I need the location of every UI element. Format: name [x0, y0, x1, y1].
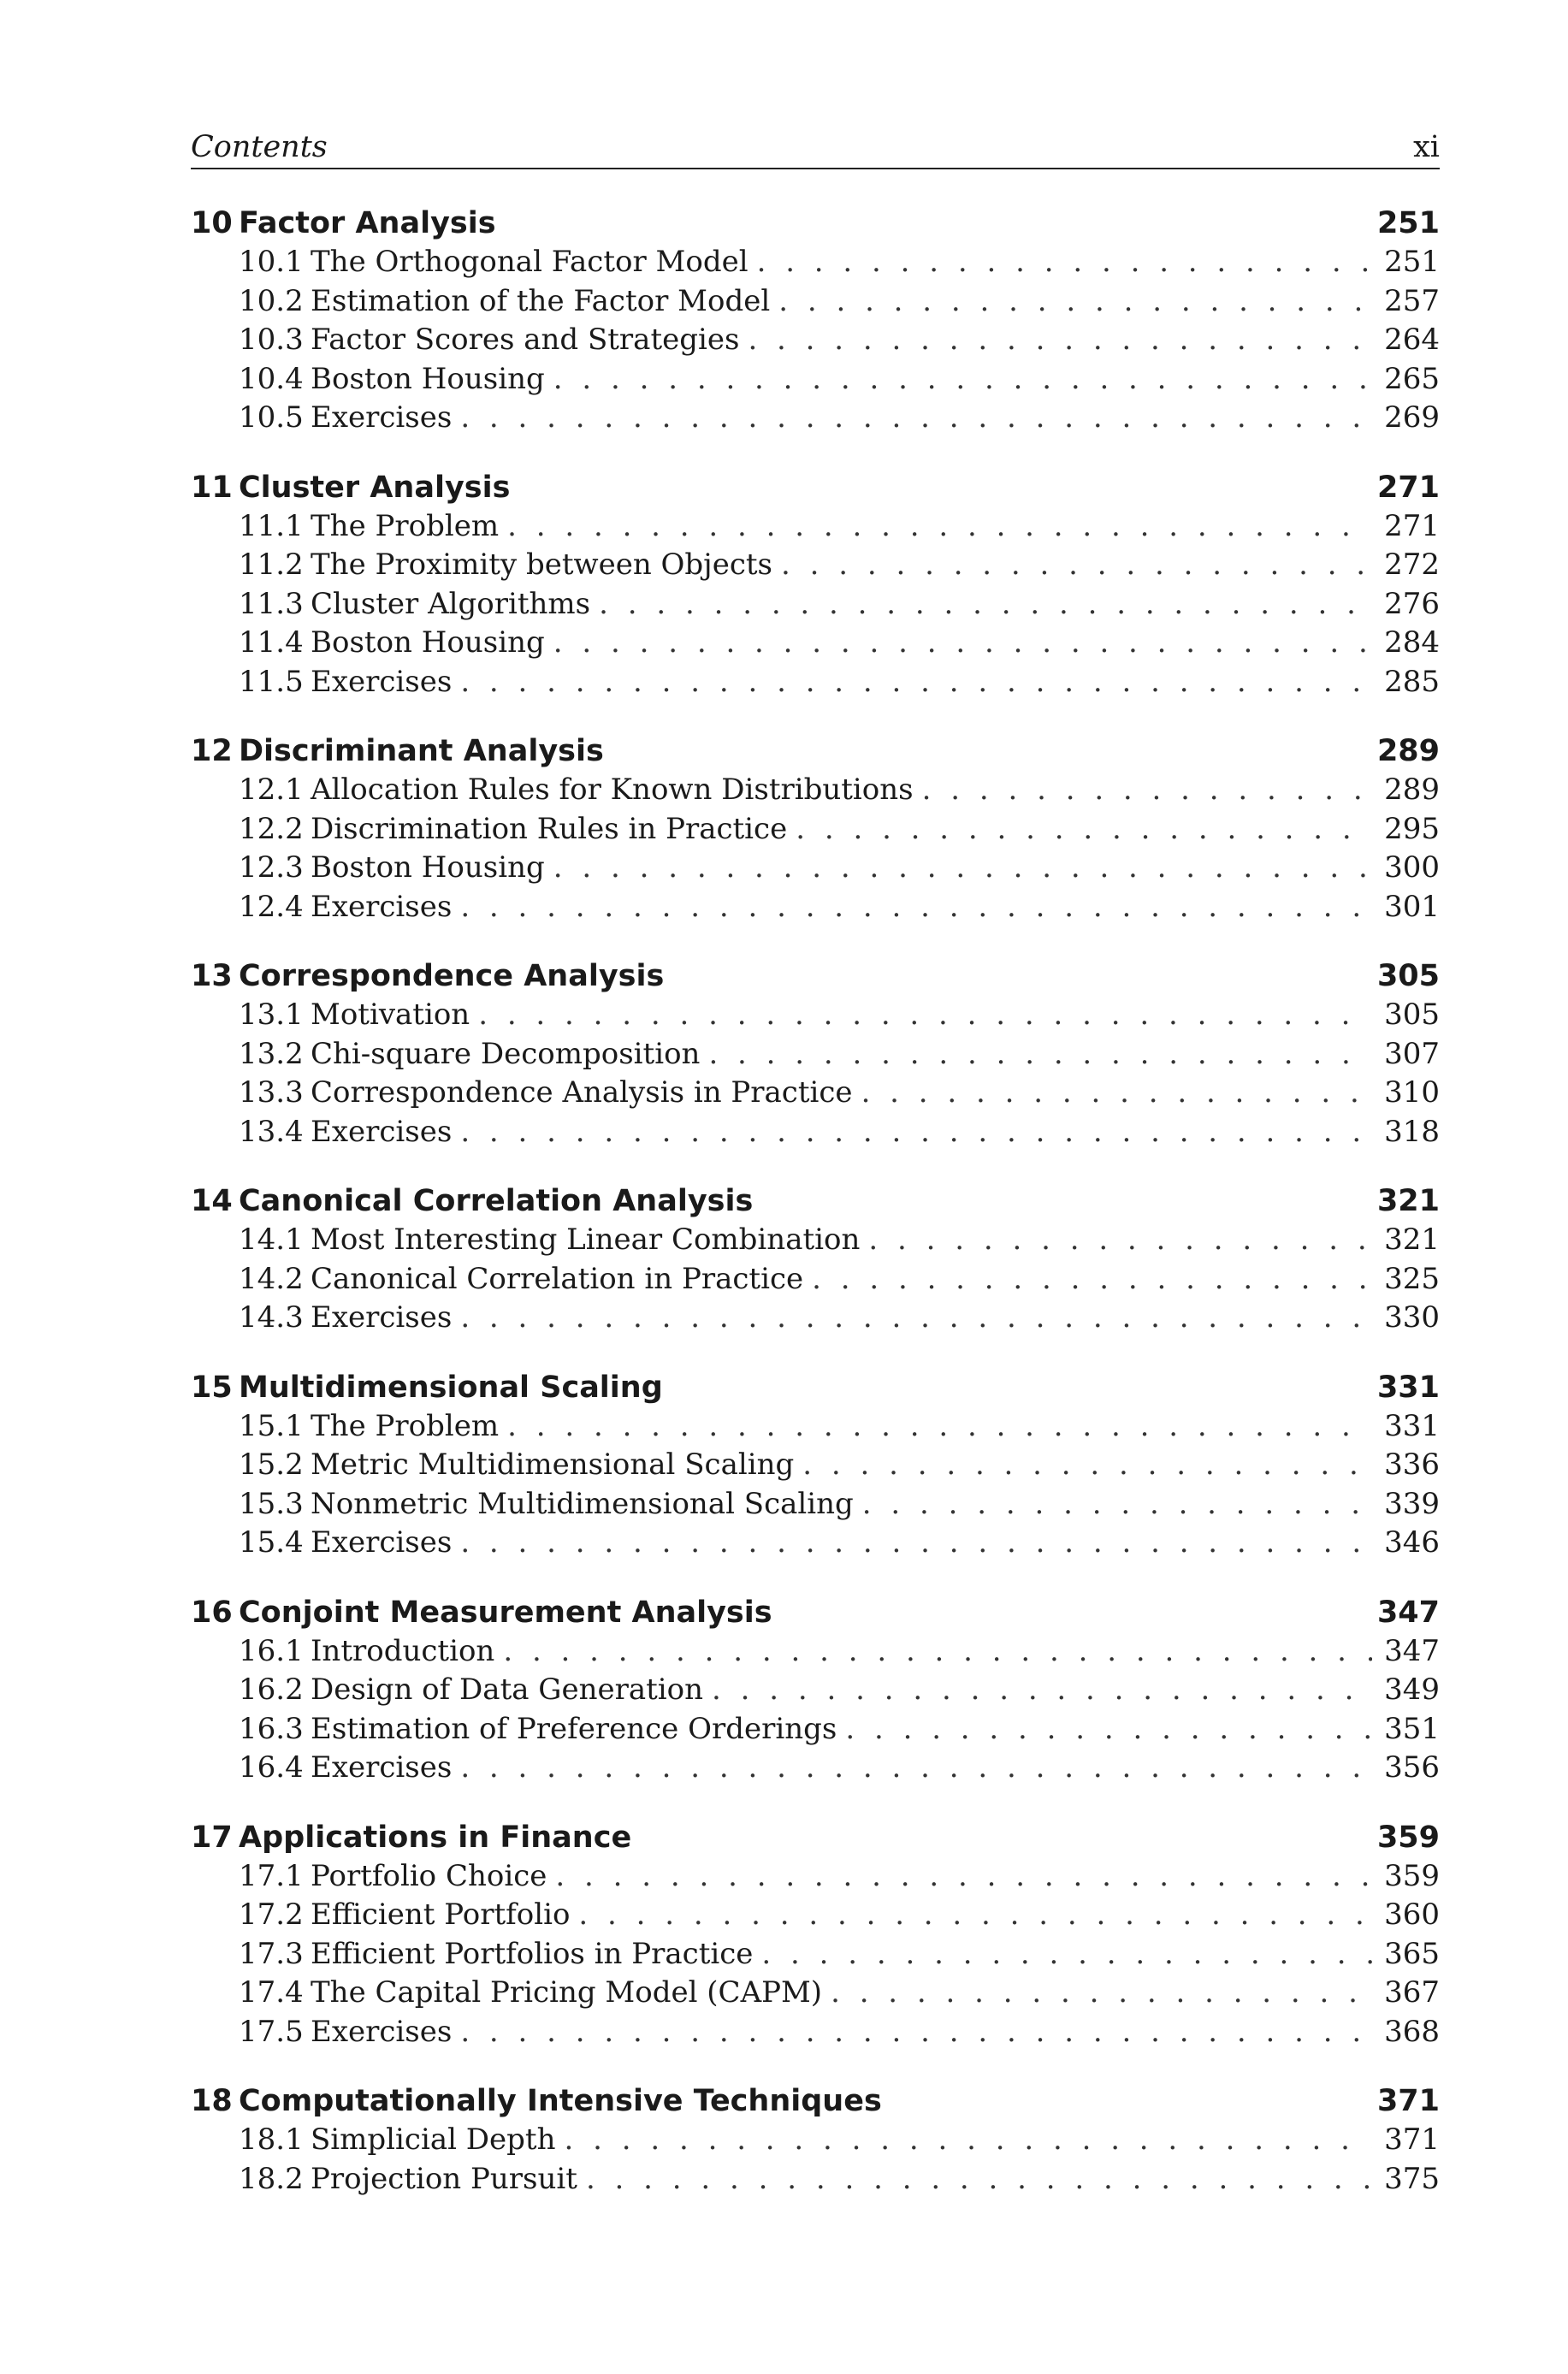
- dot-leader: [761, 1935, 1372, 1974]
- section-title: Exercises: [311, 1300, 453, 1335]
- section-title: Canonical Correlation in Practice: [311, 1261, 804, 1296]
- section-page-number: 285: [1384, 664, 1440, 699]
- dot-leader: [460, 1524, 1372, 1563]
- chapter-page-number: 251: [1376, 206, 1440, 240]
- section-title: The Capital Pricing Model (CAPM): [311, 1975, 823, 2010]
- section-number: 11.1: [239, 508, 304, 543]
- section-title: The Orthogonal Factor Model: [311, 245, 748, 279]
- dot-leader: [802, 1446, 1372, 1485]
- chapter-heading: [191, 1181, 753, 1221]
- toc-chapter: [191, 1181, 1440, 1338]
- dot-leader: [862, 1485, 1372, 1524]
- section-title: Exercises: [311, 2014, 453, 2049]
- toc-chapter-entry[interactable]: [191, 1593, 1440, 1632]
- section-page-number: 331: [1384, 1408, 1440, 1443]
- toc-section-entry[interactable]: [191, 2121, 1440, 2160]
- dot-leader: [460, 1299, 1372, 1338]
- section-number: 12.1: [239, 773, 304, 807]
- chapter-heading: [191, 1368, 663, 1407]
- toc-section-entry[interactable]: [191, 546, 1440, 585]
- section-page-number: 359: [1384, 1858, 1440, 1893]
- section-page-number: 310: [1384, 1075, 1440, 1110]
- dot-leader: [812, 1260, 1372, 1299]
- toc-section-entry[interactable]: [191, 2013, 1440, 2052]
- toc-section-entry[interactable]: [191, 624, 1440, 663]
- section-title: Introduction: [311, 1633, 495, 1668]
- section-page-number: 360: [1384, 1897, 1440, 1932]
- section-title: Motivation: [311, 998, 470, 1032]
- section-title: Metric Multidimensional Scaling: [311, 1447, 795, 1482]
- section-title: The Problem: [311, 1408, 500, 1443]
- chapter-heading: [191, 731, 604, 771]
- dot-leader: [565, 2121, 1373, 2160]
- section-number: 10.3: [239, 323, 304, 357]
- toc-chapter-entry[interactable]: [191, 956, 1440, 996]
- dot-leader: [778, 282, 1372, 322]
- chapter-number: 14: [191, 1184, 233, 1218]
- section-title: Most Interesting Linear Combination: [311, 1223, 861, 1257]
- chapter-page-number: 305: [1376, 959, 1440, 993]
- toc-chapter: [191, 204, 1440, 438]
- section-number: 12.4: [239, 889, 304, 924]
- dot-leader: [922, 771, 1372, 810]
- toc-chapter: [191, 1818, 1440, 2052]
- section-title: Portfolio Choice: [311, 1858, 547, 1893]
- section-page-number: 318: [1384, 1114, 1440, 1149]
- toc-section-entry[interactable]: [191, 321, 1440, 360]
- dot-leader: [831, 1974, 1372, 2013]
- toc-chapter: [191, 2081, 1440, 2199]
- section-number: 16.2: [239, 1672, 304, 1707]
- chapter-page-number: 347: [1376, 1595, 1440, 1630]
- section-number: 10.2: [239, 283, 304, 318]
- toc-section-entry[interactable]: [191, 1035, 1440, 1075]
- section-number: 17.1: [239, 1858, 304, 1893]
- dot-leader: [578, 1896, 1372, 1935]
- toc-section-entry[interactable]: [191, 1446, 1440, 1485]
- section-title: Exercises: [311, 889, 453, 924]
- toc-section-entry[interactable]: [191, 399, 1440, 438]
- dot-leader: [553, 360, 1372, 400]
- section-page-number: 264: [1384, 323, 1440, 357]
- toc-section-entry[interactable]: [191, 1485, 1440, 1524]
- dot-leader: [586, 2160, 1372, 2199]
- chapter-number: 12: [191, 734, 233, 768]
- section-page-number: 301: [1384, 889, 1440, 924]
- section-number: 16.4: [239, 1750, 304, 1785]
- dot-leader: [553, 624, 1372, 663]
- section-title: Boston Housing: [311, 625, 545, 660]
- toc-section-entry[interactable]: [191, 243, 1440, 282]
- chapter-page-number: 321: [1376, 1184, 1440, 1218]
- section-page-number: 269: [1384, 400, 1440, 435]
- section-title: Exercises: [311, 400, 453, 435]
- chapter-heading: [191, 468, 510, 507]
- toc-section-entry[interactable]: [191, 1074, 1440, 1113]
- section-page-number: 251: [1384, 245, 1440, 279]
- section-title: Exercises: [311, 1114, 453, 1149]
- section-page-number: 365: [1384, 1936, 1440, 1971]
- toc-section-entry[interactable]: [191, 888, 1440, 927]
- page-number: xi: [1413, 130, 1440, 164]
- chapter-number: 17: [191, 1820, 233, 1855]
- dot-leader: [861, 1074, 1373, 1113]
- section-page-number: 356: [1384, 1750, 1440, 1785]
- section-page-number: 336: [1384, 1447, 1440, 1482]
- toc-section-entry[interactable]: [191, 1749, 1440, 1788]
- toc-section-entry[interactable]: [191, 1857, 1440, 1897]
- section-title: The Problem: [311, 508, 500, 543]
- section-number: 17.4: [239, 1975, 304, 2010]
- chapter-title: Factor Analysis: [239, 206, 496, 240]
- dot-leader: [757, 243, 1373, 282]
- section-title: Design of Data Generation: [311, 1672, 704, 1707]
- chapter-title: Discriminant Analysis: [239, 734, 604, 768]
- dot-leader: [708, 1035, 1372, 1075]
- dot-leader: [845, 1710, 1372, 1749]
- section-title: Exercises: [311, 664, 453, 699]
- section-title: Correspondence Analysis in Practice: [311, 1075, 853, 1110]
- toc-chapter-entry[interactable]: [191, 204, 1440, 243]
- toc-section-entry[interactable]: [191, 1974, 1440, 2013]
- dot-leader: [599, 585, 1372, 625]
- chapter-heading: [191, 2081, 882, 2121]
- section-number: 15.1: [239, 1408, 304, 1443]
- running-header-title: Contents: [191, 130, 328, 164]
- chapter-page-number: 359: [1376, 1820, 1440, 1855]
- dot-leader: [507, 507, 1372, 547]
- section-page-number: 300: [1384, 850, 1440, 885]
- section-number: 17.5: [239, 2014, 304, 2049]
- dot-leader: [712, 1671, 1372, 1710]
- toc-section-entry[interactable]: [191, 585, 1440, 625]
- section-title: The Proximity between Objects: [311, 548, 772, 582]
- toc-chapter-entry[interactable]: [191, 1818, 1440, 1857]
- section-page-number: 351: [1384, 1711, 1440, 1746]
- toc-chapter-entry[interactable]: [191, 2081, 1440, 2121]
- section-number: 16.1: [239, 1633, 304, 1668]
- dot-leader: [460, 2013, 1372, 2052]
- toc-section-entry[interactable]: [191, 810, 1440, 850]
- chapter-heading: [191, 956, 664, 996]
- chapter-page-number: 289: [1376, 734, 1440, 768]
- section-page-number: 276: [1384, 586, 1440, 621]
- toc-section-entry[interactable]: [191, 2160, 1440, 2199]
- section-title: Estimation of Preference Orderings: [311, 1711, 837, 1746]
- section-number: 14.2: [239, 1261, 304, 1296]
- section-title: Efficient Portfolio: [311, 1897, 571, 1932]
- section-page-number: 295: [1384, 811, 1440, 846]
- section-number: 13.1: [239, 998, 304, 1032]
- chapter-heading: [191, 204, 496, 243]
- dot-leader: [460, 888, 1372, 927]
- chapter-title: Canonical Correlation Analysis: [239, 1184, 754, 1218]
- section-page-number: 272: [1384, 548, 1440, 582]
- section-title: Chi-square Decomposition: [311, 1036, 701, 1071]
- section-page-number: 368: [1384, 2014, 1440, 2049]
- section-number: 11.5: [239, 664, 304, 699]
- toc-section-entry[interactable]: [191, 1671, 1440, 1710]
- section-number: 15.4: [239, 1525, 304, 1560]
- toc-chapter-entry[interactable]: [191, 1181, 1440, 1221]
- chapter-number: 18: [191, 2084, 233, 2118]
- toc-chapter-entry[interactable]: [191, 1368, 1440, 1407]
- section-title: Exercises: [311, 1750, 453, 1785]
- chapter-page-number: 271: [1376, 470, 1440, 505]
- section-page-number: 375: [1384, 2161, 1440, 2196]
- section-number: 13.4: [239, 1114, 304, 1149]
- chapter-title: Correspondence Analysis: [239, 959, 665, 993]
- toc-section-entry[interactable]: [191, 507, 1440, 547]
- section-page-number: 349: [1384, 1672, 1440, 1707]
- toc-section-entry[interactable]: [191, 771, 1440, 810]
- chapter-title: Computationally Intensive Techniques: [239, 2084, 882, 2118]
- section-page-number: 305: [1384, 998, 1440, 1032]
- section-page-number: 330: [1384, 1300, 1440, 1335]
- toc-chapter: [191, 1368, 1440, 1563]
- section-number: 15.3: [239, 1486, 304, 1521]
- toc-section-entry[interactable]: [191, 1896, 1440, 1935]
- section-title: Exercises: [311, 1525, 453, 1560]
- toc-chapter-entry[interactable]: [191, 468, 1440, 507]
- chapter-number: 10: [191, 206, 233, 240]
- section-title: Allocation Rules for Known Distributions: [311, 773, 914, 807]
- section-number: 11.2: [239, 548, 304, 582]
- toc-section-entry[interactable]: [191, 1524, 1440, 1563]
- toc-section-entry[interactable]: [191, 1632, 1440, 1672]
- toc-section-entry[interactable]: [191, 1299, 1440, 1338]
- section-page-number: 284: [1384, 625, 1440, 660]
- dot-leader: [503, 1632, 1372, 1672]
- toc-section-entry[interactable]: [191, 360, 1440, 400]
- section-number: 18.2: [239, 2161, 304, 2196]
- dot-leader: [555, 1857, 1372, 1897]
- section-number: 18.1: [239, 2122, 304, 2157]
- section-title: Nonmetric Multidimensional Scaling: [311, 1486, 854, 1521]
- dot-leader: [460, 1113, 1372, 1152]
- section-page-number: 271: [1384, 508, 1440, 543]
- section-page-number: 371: [1384, 2122, 1440, 2157]
- section-title: Cluster Algorithms: [311, 586, 591, 621]
- section-number: 10.5: [239, 400, 304, 435]
- section-title: Factor Scores and Strategies: [311, 323, 740, 357]
- section-title: Discrimination Rules in Practice: [311, 811, 788, 846]
- toc-chapter: [191, 731, 1440, 927]
- dot-leader: [507, 1407, 1372, 1447]
- section-number: 10.4: [239, 361, 304, 396]
- dot-leader: [460, 399, 1372, 438]
- toc-section-entry[interactable]: [191, 663, 1440, 702]
- chapter-title: Applications in Finance: [239, 1820, 632, 1855]
- section-page-number: 265: [1384, 361, 1440, 396]
- chapter-heading: [191, 1818, 631, 1857]
- toc-section-entry[interactable]: [191, 282, 1440, 322]
- table-of-contents: [191, 204, 1440, 2199]
- section-number: 14.1: [239, 1223, 304, 1257]
- section-number: 12.2: [239, 811, 304, 846]
- document-page: [191, 121, 1440, 2229]
- section-page-number: 347: [1384, 1633, 1440, 1668]
- section-number: 17.2: [239, 1897, 304, 1932]
- section-title: Efficient Portfolios in Practice: [311, 1936, 754, 1971]
- section-page-number: 257: [1384, 283, 1440, 318]
- section-page-number: 339: [1384, 1486, 1440, 1521]
- dot-leader: [781, 546, 1372, 585]
- toc-section-entry[interactable]: [191, 1260, 1440, 1299]
- section-title: Estimation of the Factor Model: [311, 283, 771, 318]
- section-number: 16.3: [239, 1711, 304, 1746]
- chapter-number: 15: [191, 1370, 233, 1405]
- section-number: 14.3: [239, 1300, 304, 1335]
- dot-leader: [460, 1749, 1372, 1788]
- dot-leader: [478, 996, 1372, 1035]
- toc-section-entry[interactable]: [191, 1113, 1440, 1152]
- section-number: 17.3: [239, 1936, 304, 1971]
- toc-section-entry[interactable]: [191, 1407, 1440, 1447]
- toc-chapter-entry[interactable]: [191, 731, 1440, 771]
- chapter-title: Conjoint Measurement Analysis: [239, 1595, 772, 1630]
- section-page-number: 307: [1384, 1036, 1440, 1071]
- toc-chapter: [191, 468, 1440, 702]
- section-page-number: 325: [1384, 1261, 1440, 1296]
- section-title: Boston Housing: [311, 850, 545, 885]
- toc-chapter: [191, 1593, 1440, 1788]
- section-page-number: 367: [1384, 1975, 1440, 2010]
- section-number: 12.3: [239, 850, 304, 885]
- dot-leader: [553, 849, 1372, 888]
- section-page-number: 346: [1384, 1525, 1440, 1560]
- section-number: 13.2: [239, 1036, 304, 1071]
- section-title: Simplicial Depth: [311, 2122, 556, 2157]
- toc-section-entry[interactable]: [191, 849, 1440, 888]
- toc-chapter: [191, 956, 1440, 1151]
- dot-leader: [748, 321, 1372, 360]
- section-number: 11.4: [239, 625, 304, 660]
- section-number: 15.2: [239, 1447, 304, 1482]
- running-header: [191, 121, 1440, 169]
- toc-section-entry[interactable]: [191, 1935, 1440, 1974]
- section-number: 10.1: [239, 245, 304, 279]
- chapter-page-number: 371: [1376, 2084, 1440, 2118]
- toc-section-entry[interactable]: [191, 1710, 1440, 1749]
- toc-section-entry[interactable]: [191, 996, 1440, 1035]
- dot-leader: [868, 1221, 1372, 1260]
- chapter-title: Multidimensional Scaling: [239, 1370, 663, 1405]
- section-title: Boston Housing: [311, 361, 545, 396]
- section-page-number: 289: [1384, 773, 1440, 807]
- section-number: 13.3: [239, 1075, 304, 1110]
- chapter-heading: [191, 1593, 772, 1632]
- dot-leader: [796, 810, 1372, 850]
- chapter-title: Cluster Analysis: [239, 470, 511, 505]
- toc-section-entry[interactable]: [191, 1221, 1440, 1260]
- chapter-page-number: 331: [1376, 1370, 1440, 1405]
- dot-leader: [460, 663, 1372, 702]
- section-title: Projection Pursuit: [311, 2161, 577, 2196]
- section-number: 11.3: [239, 586, 304, 621]
- chapter-number: 16: [191, 1595, 233, 1630]
- chapter-number: 11: [191, 470, 233, 505]
- section-page-number: 321: [1384, 1223, 1440, 1257]
- chapter-number: 13: [191, 959, 233, 993]
